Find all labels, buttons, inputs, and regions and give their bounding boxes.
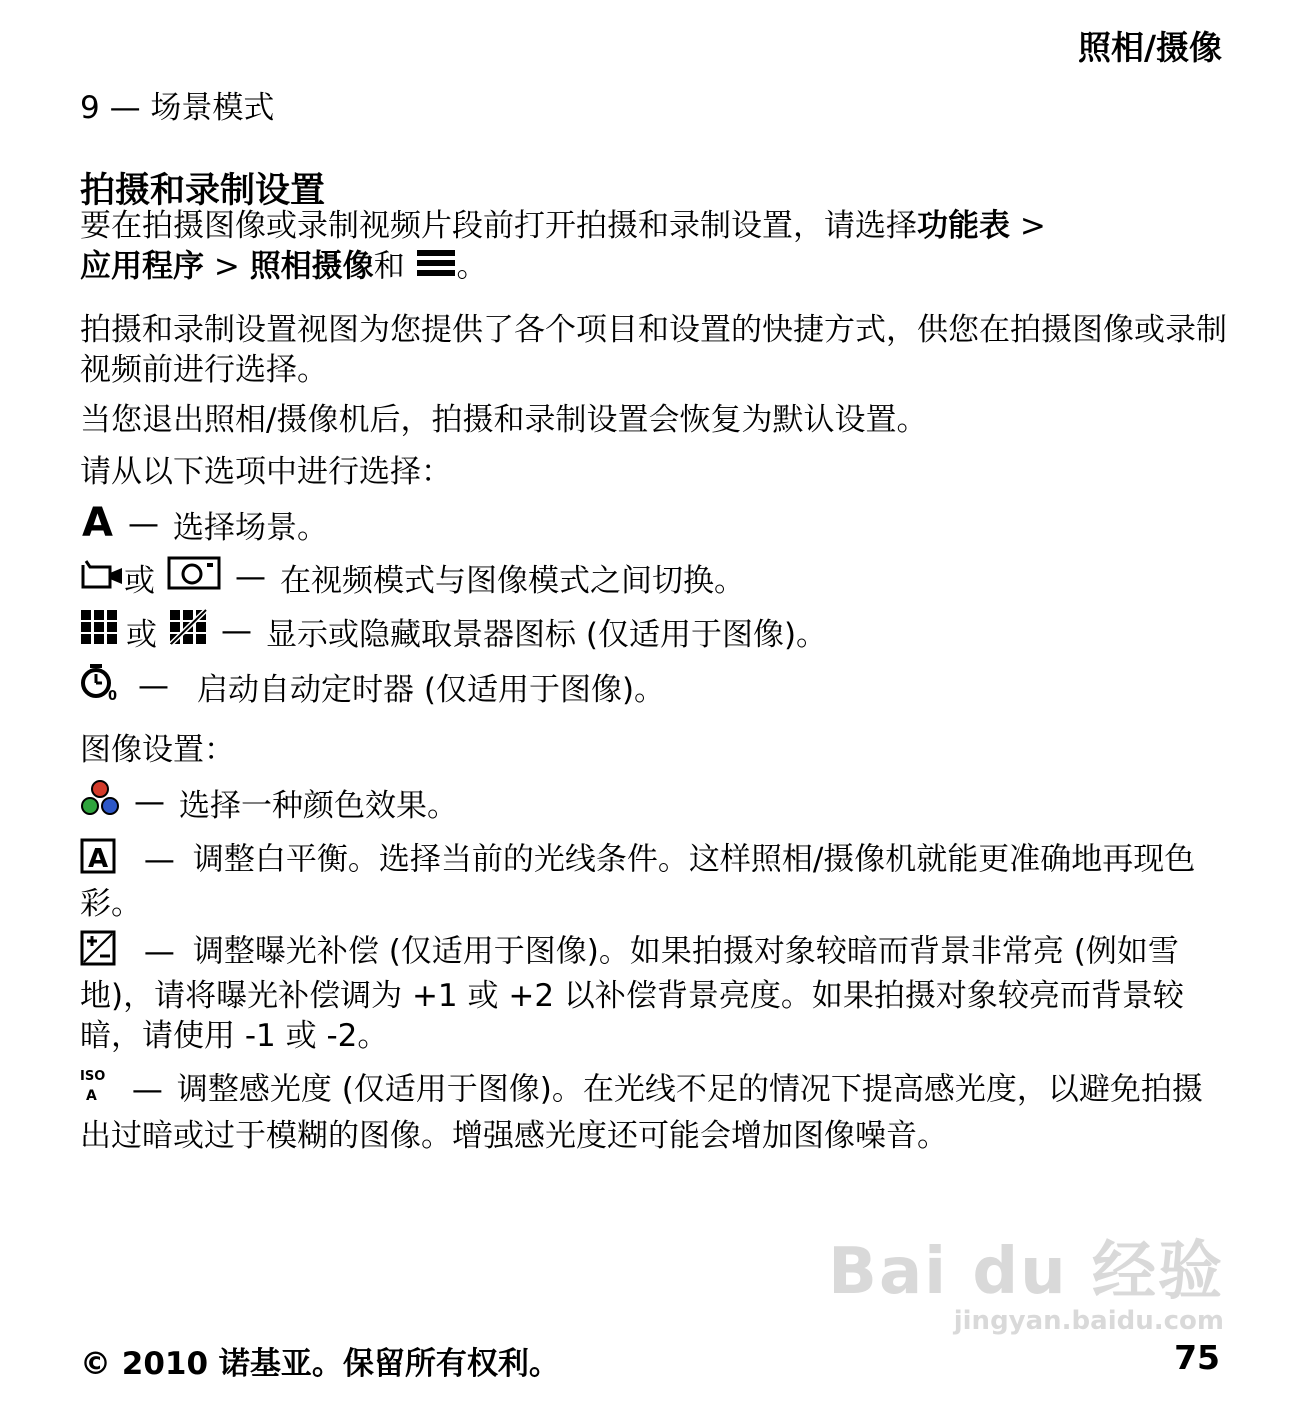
- scene-auto-icon: [80, 500, 114, 548]
- svg-text:ISO: ISO: [80, 1069, 106, 1084]
- watermark-brand: Bai du 经验: [828, 1235, 1224, 1309]
- option-iso: [80, 1066, 1230, 1156]
- menu-path-1: 功能表: [917, 208, 1010, 244]
- exposure-compensation-icon: [80, 930, 116, 976]
- option-dash: —: [134, 784, 165, 820]
- option-text: 调整曝光补偿 (仅适用于图像)。如果拍摄对象较暗而背景非常亮 (例如雪地)，请将曝光补偿调为 +1 或 +2 以补偿背景亮度。如果拍摄对象较亮而背景较暗，请使用 -1 或 -2。: [80, 933, 1184, 1054]
- option-dash: —: [143, 933, 175, 970]
- color-effect-icon: [80, 778, 120, 826]
- menu-path-3: 照相摄像: [249, 248, 374, 285]
- grid-on-icon: [80, 609, 118, 653]
- option-text: 显示或隐藏取景器图标 (仅适用于图像)。: [266, 616, 828, 653]
- baidu-watermark: [828, 1220, 1224, 1336]
- page-header-title: 照相/摄像: [1077, 28, 1222, 67]
- svg-text:A: A: [86, 1088, 97, 1104]
- intro-text: 要在拍摄图像或录制视频片段前打开拍摄和录制设置，请选择: [80, 208, 917, 244]
- option-white-balance: [80, 838, 1230, 924]
- option-exposure-compensation: [80, 930, 1230, 1056]
- iso-auto-icon: [80, 1066, 110, 1116]
- option-scene: [80, 502, 328, 546]
- svg-text:0: 0: [108, 689, 118, 701]
- menu-path-2: 应用程序: [80, 248, 204, 285]
- svg-text:A: A: [88, 844, 109, 874]
- footer-copyright: © 2010 诺基亚。保留所有权利。: [80, 1346, 560, 1382]
- svg-text:A: A: [82, 500, 113, 540]
- option-mode-switch: [80, 555, 745, 599]
- option-text: 调整白平衡。选择当前的光线条件。这样照相/摄像机就能更准确地再现色彩。: [80, 841, 1196, 922]
- shortcut-paragraph: 拍摄和录制设置视图为您提供了各个项目和设置的快捷方式，供您在拍摄图像或录制视频前进行选择。: [80, 312, 1227, 388]
- option-text: 在视频模式与图像模式之间切换。: [280, 562, 745, 599]
- option-dash: —: [235, 559, 266, 595]
- page-number: 75: [1174, 1338, 1220, 1377]
- menu-sep-2: >: [204, 248, 250, 285]
- or-word: 或: [126, 616, 157, 653]
- option-text: 选择场景。: [173, 509, 328, 546]
- watermark-url: jingyan.baidu.com: [953, 1306, 1224, 1336]
- option-text: 调整感光度 (仅适用于图像)。在光线不足的情况下提高感光度，以避免拍摄出过暗或过于模糊的图像。增强感光度还可能会增加图像噪音。: [80, 1071, 1203, 1154]
- self-timer-icon: [80, 663, 120, 709]
- option-text: 启动自动定时器 (仅适用于图像)。: [197, 671, 666, 708]
- photo-camera-icon: [167, 555, 221, 599]
- option-color-effect: [80, 780, 458, 824]
- video-camera-icon: [80, 555, 124, 599]
- image-settings-label: 图像设置：: [80, 732, 235, 768]
- option-text: 选择一种颜色效果。: [179, 787, 458, 824]
- option-dash: —: [221, 613, 252, 649]
- section-title: 拍摄和录制设置: [80, 171, 326, 211]
- option-dash: —: [128, 506, 159, 542]
- white-balance-icon: [80, 838, 116, 884]
- grid-off-icon: [169, 609, 207, 653]
- menu-sep-1: >: [1010, 208, 1056, 244]
- or-word: 或: [124, 562, 155, 599]
- option-dash: —: [131, 1071, 163, 1108]
- option-dash: —: [143, 841, 175, 878]
- choose-options-label: 请从以下选项中进行选择：: [80, 454, 452, 490]
- intro-period: 。: [456, 248, 488, 285]
- scene-mode-line: 9 — 场景模式: [80, 90, 275, 126]
- menu-icon: [415, 246, 457, 290]
- option-dash: —: [138, 668, 169, 704]
- option-viewfinder-icons: [80, 609, 827, 653]
- and-word: 和: [373, 248, 405, 285]
- reset-paragraph: 当您退出照相/摄像机后，拍摄和录制设置会恢复为默认设置。: [80, 402, 928, 438]
- intro-paragraph: [80, 206, 1230, 290]
- option-self-timer: [80, 664, 665, 708]
